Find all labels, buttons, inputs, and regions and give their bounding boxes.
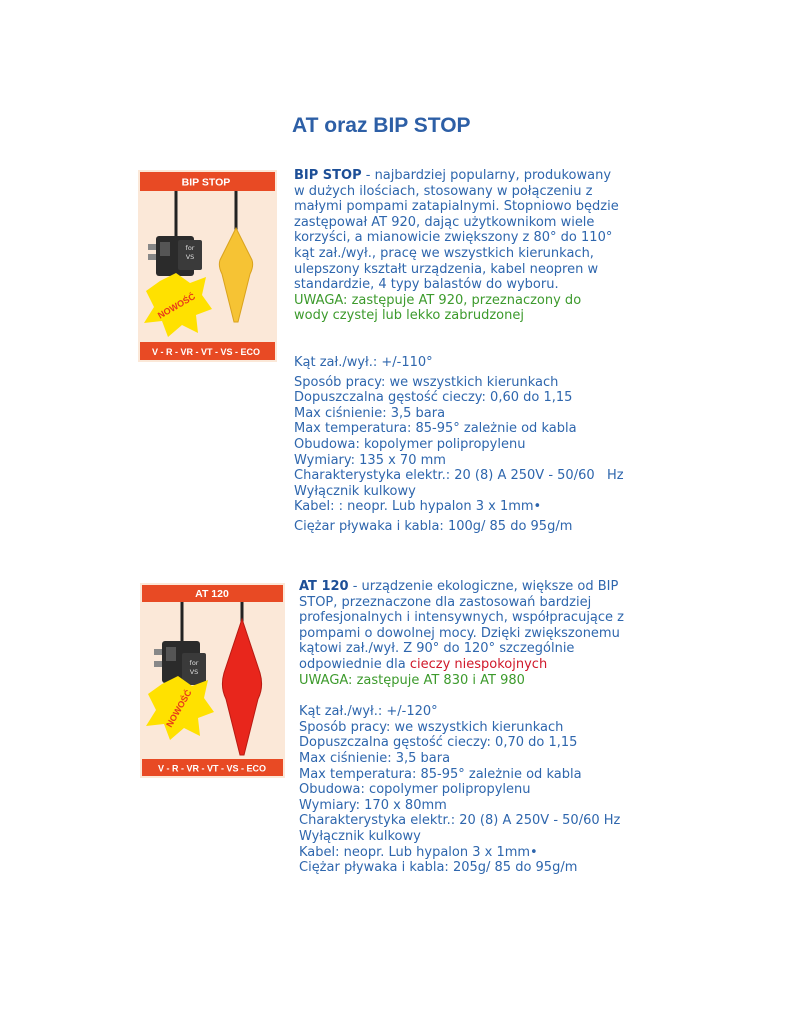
spec-line: Max ciśnienie: 3,5 bara bbox=[299, 750, 451, 766]
image-footer-text: V - R - VR - VT - VS - ECO bbox=[151, 347, 261, 357]
spec-line: Kąt zał./wył.: +/-120° bbox=[299, 704, 438, 720]
product-description-highlight: cieczy niespokojnych bbox=[409, 656, 548, 672]
page-title: AT oraz BIP STOP bbox=[292, 114, 471, 137]
product-note: UWAGA: zastępuje AT 920, przeznaczony do wody czystej lub lekko zabrudzonej bbox=[294, 292, 582, 324]
svg-text:VS: VS bbox=[189, 668, 199, 676]
spec-line: Dopuszczalna gęstość cieczy: 0,70 do 1,15 bbox=[299, 735, 578, 751]
product-description: - najbardziej popularny, produkowany w dużych ilościach, stosowany w połączeniu z małymi pompami zatapialnymi. Stopniowo będzie zastępował AT 920, dając użytkownikom wiele korzyści, a mianowicie zwiększony z 80° do 110° kąt zał./wył., pracę we wszystkich kierunkach, ulepszony kształt urządzenia, kabel neopren w standardzie, 4 typy balastów do wyboru. bbox=[294, 168, 619, 293]
spec-line: Dopuszczalna gęstość cieczy: 0,60 do 1,15 bbox=[294, 390, 573, 406]
image-banner-text: BIP STOP bbox=[181, 176, 231, 189]
spec-line: Max temperatura: 85-95° zależnie od kabla bbox=[299, 766, 582, 782]
spec-line: Charakterystyka elektr.: 20 (8) A 250V - 50/60 Hz bbox=[294, 468, 624, 484]
spec-line: Wyłącznik kulkowy bbox=[294, 483, 416, 499]
svg-text:VS: VS bbox=[185, 253, 195, 261]
bip-stop-product-image bbox=[138, 170, 277, 362]
spec-line: Wymiary: 170 x 80mm bbox=[299, 797, 447, 813]
product-name: BIP STOP bbox=[294, 168, 362, 183]
spec-line: Max ciśnienie: 3,5 bara bbox=[294, 405, 446, 421]
spec-line: Ciężar pływaka i kabla: 205g/ 85 do 95g/m bbox=[299, 860, 578, 876]
at-120-description bbox=[299, 579, 644, 876]
product-description: - urządzenie ekologiczne, większe od BIP STOP, przeznaczone dla zastosowań bardziej profesjonalnych i intensywnych, współpracujące z pompami o dowolnej mocy. Dzięki zwiększonemu kątowi zał./wył. Z 90° do 120° szczególnie odpowiednie dla bbox=[299, 579, 624, 672]
svg-text:for: for bbox=[185, 244, 195, 252]
spec-line: Kabel: neopr. Lub hypalon 3 x 1mm• bbox=[299, 844, 538, 860]
at-120-product-image bbox=[140, 583, 285, 778]
spec-line: Charakterystyka elektr.: 20 (8) A 250V - 50/60 Hz bbox=[299, 813, 621, 829]
spec-line: Ciężar pływaka i kabla: 100g/ 85 do 95g/m bbox=[294, 518, 573, 534]
spec-line: Max temperatura: 85-95° zależnie od kabla bbox=[294, 421, 577, 437]
bip-stop-description bbox=[294, 168, 639, 534]
product-name: AT 120 bbox=[299, 579, 349, 594]
svg-text:for: for bbox=[189, 659, 199, 667]
product-note: UWAGA: zastępuje AT 830 i AT 980 bbox=[299, 672, 525, 688]
image-banner-text: AT 120 bbox=[195, 588, 229, 600]
svg-text:NOWOŚĆ: NOWOŚĆ bbox=[156, 291, 197, 321]
spec-line: Wymiary: 135 x 70 mm bbox=[294, 452, 446, 468]
svg-text:NOWOŚĆ: NOWOŚĆ bbox=[164, 688, 194, 729]
plug-icon bbox=[148, 236, 202, 276]
spec-line: Obudowa: copolymer polipropylenu bbox=[299, 782, 531, 798]
spec-line: Sposób pracy: we wszystkich kierunkach bbox=[294, 374, 559, 390]
spec-line: Kabel: : neopr. Lub hypalon 3 x 1mm• bbox=[294, 499, 542, 515]
spec-line: Obudowa: kopolymer polipropylenu bbox=[294, 436, 526, 452]
spec-line: Kąt zał./wył.: +/-110° bbox=[294, 354, 433, 370]
image-footer-text: V - R - VR - VT - VS - ECO bbox=[157, 763, 267, 774]
spec-line: Sposób pracy: we wszystkich kierunkach bbox=[299, 719, 564, 735]
spec-line: Wyłącznik kulkowy bbox=[299, 828, 421, 844]
